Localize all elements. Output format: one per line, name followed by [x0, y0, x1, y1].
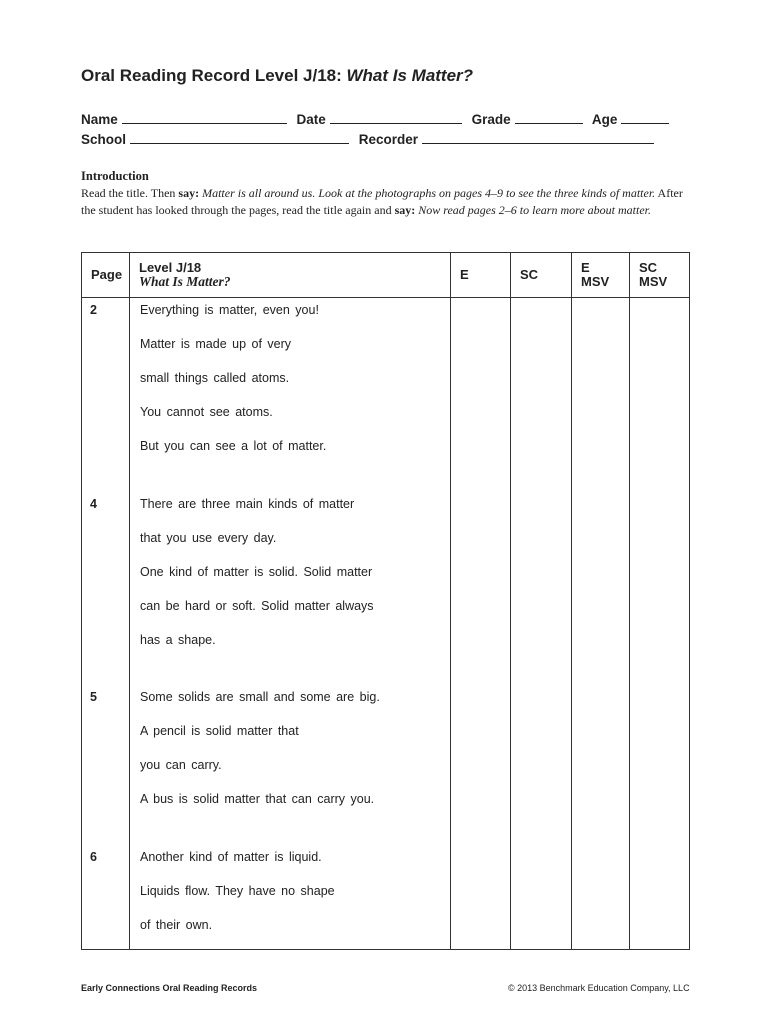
intro-text-1: Read the title. Then	[81, 186, 179, 200]
passage-line: has a shape.	[140, 633, 216, 647]
header-book: What Is Matter?	[139, 274, 231, 289]
passage-line: can be hard or soft. Solid matter always	[140, 599, 374, 613]
header-sc-msv	[630, 253, 690, 298]
header-e-msv-bottom: MSV	[581, 274, 610, 289]
grade-field[interactable]	[515, 111, 583, 124]
introduction-text	[81, 185, 686, 219]
school-label: School	[81, 132, 127, 147]
passage-line: you can carry.	[140, 758, 222, 772]
passage-line: that you use every day.	[140, 531, 277, 545]
page-number: 4	[90, 497, 97, 511]
recorder-field[interactable]	[422, 131, 654, 144]
passage-line: small things called atoms.	[140, 371, 290, 385]
header-page: Page	[82, 253, 130, 298]
header-e-msv	[572, 253, 630, 298]
header-text	[130, 253, 451, 298]
footer-series: Early Connections Oral Reading Records	[81, 983, 258, 993]
passage-line: Another kind of matter is liquid.	[140, 850, 322, 864]
passage-line: Matter is made up of very	[140, 337, 292, 351]
passage-line: But you can see a lot of matter.	[140, 439, 327, 453]
recorder-label: Recorder	[358, 132, 419, 147]
age-field[interactable]	[621, 111, 669, 124]
introduction-heading: Introduction	[81, 169, 149, 183]
intro-quote-1: Matter is all around us. Look at the photographs on pages 4–9 to see the three kinds of matter.	[199, 186, 656, 200]
date-field[interactable]	[330, 111, 462, 124]
passage-line: One kind of matter is solid. Solid matter	[140, 565, 373, 579]
table-header-row	[82, 253, 690, 298]
header-level: Level J/18	[139, 260, 202, 275]
intro-text-2: After the student has looked through the pages, read the title again and	[81, 186, 683, 217]
passage-line: You cannot see atoms.	[140, 405, 273, 419]
header-sc-msv-top: SC	[639, 260, 658, 275]
page-number: 2	[90, 303, 97, 317]
date-label: Date	[296, 112, 326, 127]
footer-copyright: © 2013 Benchmark Education Company, LLC	[508, 983, 690, 993]
student-fields-row-1	[81, 111, 675, 127]
passage-line: A bus is solid matter that can carry you.	[140, 792, 375, 806]
page-number: 6	[90, 850, 97, 864]
sc-column[interactable]	[511, 298, 572, 950]
passage-line: Some solids are small and some are big.	[140, 690, 380, 704]
name-field[interactable]	[122, 111, 287, 124]
title-book: What Is Matter?	[346, 66, 474, 85]
intro-say-1: say:	[178, 186, 200, 200]
page-number: 5	[90, 690, 97, 704]
header-sc-msv-bottom: MSV	[639, 274, 668, 289]
header-sc: SC	[511, 253, 572, 298]
grade-label: Grade	[471, 112, 511, 127]
page-column	[82, 298, 130, 950]
school-field[interactable]	[130, 131, 349, 144]
title-main: Oral Reading Record Level J/18:	[81, 66, 347, 85]
passage-line: A pencil is solid matter that	[140, 724, 299, 738]
intro-quote-2: Now read pages 2–6 to learn more about matter.	[415, 203, 652, 217]
passage-line: Everything is matter, even you!	[140, 303, 319, 317]
student-fields-row-2	[81, 131, 660, 147]
e-column[interactable]	[451, 298, 511, 950]
passage-line: of their own.	[140, 918, 213, 932]
header-e: E	[451, 253, 511, 298]
page-title	[81, 66, 473, 86]
name-label: Name	[81, 112, 118, 127]
sc-msv-column[interactable]	[630, 298, 690, 950]
passage-line: Liquids flow. They have no shape	[140, 884, 335, 898]
header-e-msv-top: E	[581, 260, 590, 275]
age-label: Age	[591, 112, 618, 127]
intro-say-2: say:	[394, 203, 416, 217]
e-msv-column[interactable]	[572, 298, 630, 950]
passage-line: There are three main kinds of matter	[140, 497, 355, 511]
